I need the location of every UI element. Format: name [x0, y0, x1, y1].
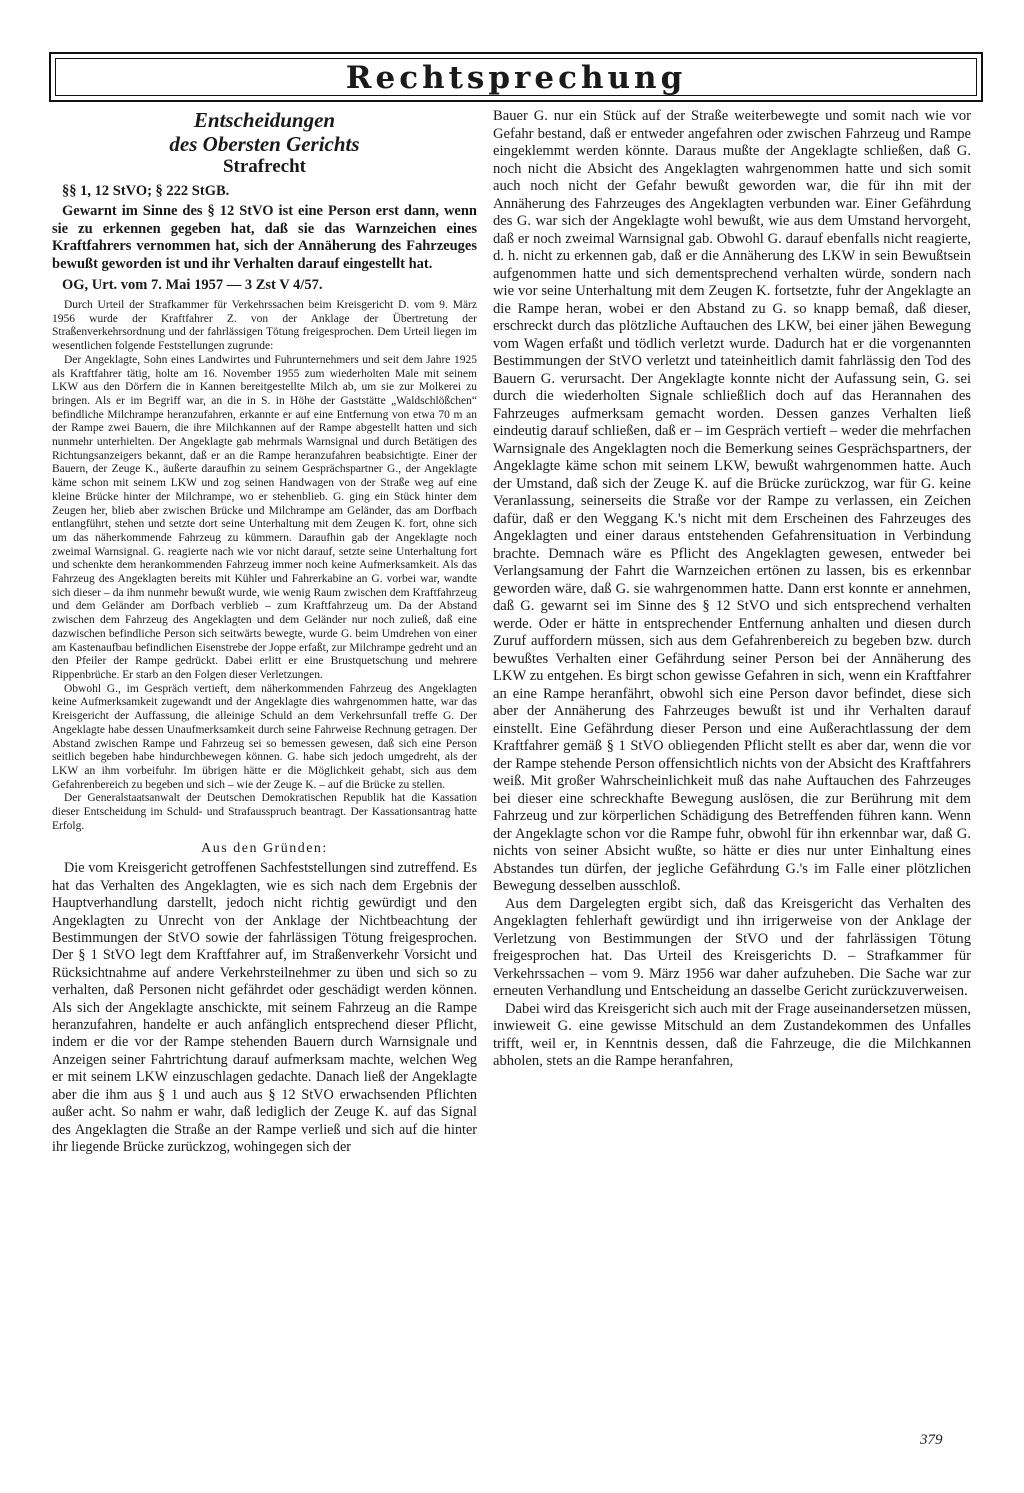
headnote: Gewarnt im Sinne des § 12 StVO ist eine Person erst dann, wenn sie zu erkennen gegeben hat, daß sie das Warnzeichen eines Kraftfahrers vernommen hat, sich der Annäherung des Fahrzeuges bewußt geworden ist und ihr Verhalten darauf eingestellt hat.: [52, 203, 477, 272]
facts-paragraph: Durch Urteil der Strafkammer für Verkehrssachen beim Kreisgericht D. vom 9. März 1956 wurde der Kraftfahrer Z. von der Anklage der Übertretung der Straßenverkehrsordnung und der fahrlässigen Tötung freigesprochen. Dem Urteil liegen im wesentlichen folgende Feststellungen zugrunde:: [52, 299, 477, 353]
page-number: 379: [920, 1432, 943, 1448]
article-title-line2: des Obersten Gerichts: [169, 132, 360, 156]
facts-paragraph: Der Angeklagte, Sohn eines Landwirtes und Fuhrunternehmers und seit dem Jahre 1925 als Kraftfahrer tätig, holte am 16. November 1955 zum wiederholten Male mit seinem LKW aus den Dörfern die in Kannen bereitgestellte Milch ab, um sie zur Molkerei zu bringen. Als er im Begriff war, an die in S. in Höhe der Gaststätte „Waldschlößchen“ befindliche Milchrampe heranzufahren, erkannte er auf eine Entfernung von etwa 70 m an der Rampe zwei Bauern, die ihre Milchkannen auf der Rampe abgestellt hatten und sich nunmehr unterhielten. Der Angeklagte gab mehrmals Warnsignal und durch Betätigen des Richtungsanzeigers bekannt, daß er an die Rampe heranzufahren beabsichtigte. Einer der Bauern, der Zeuge K., äußerte daraufhin zu seinem Gesprächspartner G., der Angeklagte käme schon mit seinem LKW und zog seinen Handwagen von der Straße weg auf eine kleine Brücke hinter der Milchrampe, wo er stehenblieb. G. ging ein Stück hinter dem Zeugen her, blieb aber zwischen Brücke und Milchrampe am Geländer, das am Dorfbach entlangführt, stehen und setzte dort seine Unterhaltung mit dem Zeugen K. fort, ohne sich um das näherkommende Fahrzeug zu kümmern. Daraufhin gab der Angeklagte noch zweimal Warnsignal. G. reagierte nach wie vor nicht darauf, setzte seine Unterhaltung fort und schenkte dem herankommenden Fahrzeug immer noch keine Aufmerksamkeit. Als das Fahrzeug des Angeklagten bereits mit Kühler und Fahrerkabine an G. vorbei war, wandte sich dieser – da ihm nunmehr bewußt wurde, wie wenig Raum zwischen dem Kraftfahrzeug und dem Geländer am Dorfbach verblieb – zum Kraftfahrzeug um. Da der Abstand zwischen dem Fahrzeug des Angeklagten und dem Geländer nur noch zuließ, daß eine dazwischen befindliche Person sich seitwärts bewegte, wurde G. beim Umdrehen von einer am Kastenaufbau befindlichen Eisenstrebe der Joppe erfaßt, zur Milchrampe gedreht und an den Pfeiler der Rampe gedrückt. Dabei erlitt er eine Brustquetschung und mehrere Rippenbrüche. Er starb an den Folgen dieser Verletzungen.: [52, 353, 477, 681]
article-subtitle: Strafrecht: [222, 156, 306, 177]
article-title-line1: Entscheidungen: [193, 108, 336, 132]
section-title: Rechtsprechung: [345, 60, 687, 96]
facts-paragraph: Der Generalstaatsanwalt der Deutschen Demokratischen Republik hat die Kassation dieser Entscheidung im Schuld- und Strafausspruch beantragt. Der Kassationsantrag hatte Erfolg.: [52, 792, 477, 832]
reasons-paragraph: Aus dem Dargelegten ergibt sich, daß das Kreisgericht das Verhalten des Angeklagten fehlerhaft gewürdigt und ihn irrigerweise von der Anklage der Verletzung von Bestimmungen der StVO und der fahrlässigen Tötung freigesprochen hat. Das Urteil des Kreisgerichts D. – Strafkammer für Verkehrssachen – vom 9. März 1956 war daher aufzuheben. Die Sache war zur erneuten Verhandlung und Entscheidung an dasselbe Gericht zurückzuverweisen.: [493, 895, 971, 999]
right-column: [493, 108, 971, 1071]
case-citation: OG, Urt. vom 7. Mai 1957 — 3 Zst V 4/57.: [62, 277, 323, 293]
reasons-paragraph: Dabei wird das Kreisgericht sich auch mit der Frage auseinandersetzen müssen, inwieweit G. eine gewisse Mitschuld an dem Zustandekommen des Unfalles trifft, weil er, in Kenntnis dessen, daß die Fahrzeuge, die die Milchkannen abholen, stets an die Rampe heranfahren,: [493, 1000, 971, 1069]
reasons-paragraph: Die vom Kreisgericht getroffenen Sachfeststellungen sind zutreffend. Es hat das Verhalten des Angeklagten, wie es sich nach dem Ergebnis der Hauptverhandlung darstellt, jedoch nicht richtig gewürdigt und den Angeklagten zu Unrecht von der Anklage der Nichtbeachtung der Bestimmungen der StVO sowie der fahrlässigen Tötung freigesprochen. Der § 1 StVO legt dem Kraftfahrer auf, im Straßenverkehr Vorsicht und Rücksichtnahme auf andere Verkehrsteilnehmer zu üben und sich so zu verhalten, daß Personen nicht gefährdet oder geschädigt werden können. Als sich der Angeklagte anschickte, mit seinem Fahrzeug an die Rampe heranzufahren, handelte er auch anfänglich entsprechend dieser Pflicht, indem er die vor der Rampe stehenden Bauern durch Warnsignale und Anzeigen seiner Fahrtrichtung darauf aufmerksam machte, welchen Weg er mit seinem LKW einzuschlagen gedachte. Danach ließ der Angeklagte aber die ihm aus § 1 und auch aus § 12 StVO erwachsenden Pflichten außer acht. So nahm er wahr, daß lediglich der Zeuge K. auf das Signal des Angeklagten die Straße an der Rampe verließ und sich auf die hinter ihr liegende Brücke zurückzog, wohingegen sich der: [52, 860, 477, 1155]
reasons-heading: Aus den Gründen:: [201, 841, 328, 857]
facts-paragraph: Obwohl G., im Gespräch vertieft, dem näherkommenden Fahrzeug des Angeklagten keine Aufmerksamkeit zugewandt und der Angeklagte dies wahrgenommen hatte, war das Kreisgericht der Auffassung, die alleinige Schuld an dem Verkehrsunfall treffe G. Der Angeklagte habe dessen Unaufmerksamkeit durch seine Fahrweise Rechnung getragen. Der Abstand zwischen Rampe und Fahrzeug sei so bemessen gewesen, daß sich eine Person seitlich begeben habe hindurchbewegen können. G. habe sich jedoch umgedreht, als der LKW an ihm vorbeifuhr. Im übrigen hätte er die Möglichkeit gehabt, sich aus dem Gefahrenbereich zu begeben und sich – wie der Zeuge K. – auf die Brücke zu stellen.: [52, 682, 477, 791]
section-banner: [49, 52, 983, 102]
statute-reference: §§ 1, 12 StVO; § 222 StGB.: [62, 183, 230, 199]
reasons-paragraph: Bauer G. nur ein Stück auf der Straße weiterbewegte und somit nach wie vor Gefahr bestand, daß er entweder angefahren oder zwischen Fahrzeug und Rampe eingeklemmt werden könnte. Daraus mußte der Angeklagte schließen, daß G. noch nicht die Absicht des Angeklagten wahrgenommen hatte und sich somit auch noch nicht der Gefahr bewußt geworden war, die für ihn mit der Annäherung des Fahrzeuges des Angeklagten verbunden war. Einer Gefährdung des G. war sich der Angeklagte wohl bewußt, wie aus dem Umstand hervorgeht, daß er noch zweimal Warnsignal gab. Obwohl G. darauf ebenfalls nicht reagierte, d. h. nicht zu erkennen gab, daß er die Annäherung des LKW in sein Bewußtsein aufgenommen hatte und sich dementsprechend verhalten würde, sondern nach wie vor seine Unterhaltung mit dem Zeugen K. fortsetzte, fuhr der Angeklagte an die Rampe heran, wobei er den Abstand zu G. so knapp bemaß, daß dieser, erschreckt durch das plötzliche Auftauchen des LKW, bei einer jähen Bewegung vom Wagen erfaßt und tödlich verletzt wurde. Dadurch hat er die vorgenannten Bestimmungen der StVO verletzt und tateinheitlich damit fahrlässig den Tod des Bauern G. verursacht. Der Angeklagte konnte nicht der Aufassung sein, G. sei durch die wiederholten Signale schließlich doch auf das Herannahen des Fahrzeuges aufmerksam gemacht worden. Dessen ganzes Verhalten ließ eindeutig darauf schließen, daß er – im Gespräch vertieft – weder die mehrfachen Warnsignale des Angeklagten noch die Bemerkung seines Gesprächspartners, der Angeklagte käme schon mit seinem LKW, bewußt wahrgenommen hatte. Auch der Umstand, daß sich der Zeuge K. auf die Brücke zurückzog, war für G. keine Veranlassung, seinerseits die Straße vor der Rampe zu verlassen, ein Zeichen dafür, daß er den Weggang K.'s nicht mit dem Erscheinen des Fahrzeuges des Angeklagten und einer daraus entstehenden Gefahrensituation in Verbindung brachte. Demnach wäre es Pflicht des Angeklagten gewesen, entweder bei Verlangsamung der Fahrt die Warnzeichen ertönen zu lassen, bis es erkennbar geworden wäre, daß G. sie wahrgenommen hatte. Dann erst konnte er annehmen, daß G. gewarnt sei im Sinne des § 12 StVO und sich entsprechend verhalten werde. Oder er hätte in entsprechender Entfernung anhalten und diesen durch Zuruf auffordern müssen, sich aus dem Gefahrenbereich zu begeben bzw. durch bewußtes Verhalten einer Gefährdung seiner Person bei der Annäherung des LKW zu entgehen. Es birgt schon gewisse Gefahren in sich, wenn ein Kraftfahrer an eine Rampe heranfährt, obwohl sich eine Person davor befindet, diese sich aber der Annäherung des Fahrzeuges bewußt ist und ihr Verhalten darauf einstellt. Eine Gefährdung dieser Person und eine Außerachtlassung der dem Kraftfahrer gemäß § 1 StVO obliegenden Pflicht stellt es aber dar, wenn die vor der Rampe stehende Person offensichtlich nichts von der Absicht des Kraftfahrers weiß. Mit großer Wahrscheinlichkeit muß das nahe Auftauchen des Fahrzeuges bei dieser eine schreckhafte Bewegung auslösen, die zur Berührung mit dem Fahrzeug und zur körperlichen Schädigung des Betreffenden führen kann. Wenn der Angeklagte schon vor die Rampe fuhr, obwohl für ihn erkennbar war, daß G. nichts von seiner Absicht wußte, so hätte er dies nur unter Einhaltung eines Abstandes tun dürfen, der jegliche Gefährdung G.'s im Falle einer plötzlichen Bewegung desselben ausschloß.: [493, 108, 971, 894]
left-column: [52, 108, 477, 1156]
